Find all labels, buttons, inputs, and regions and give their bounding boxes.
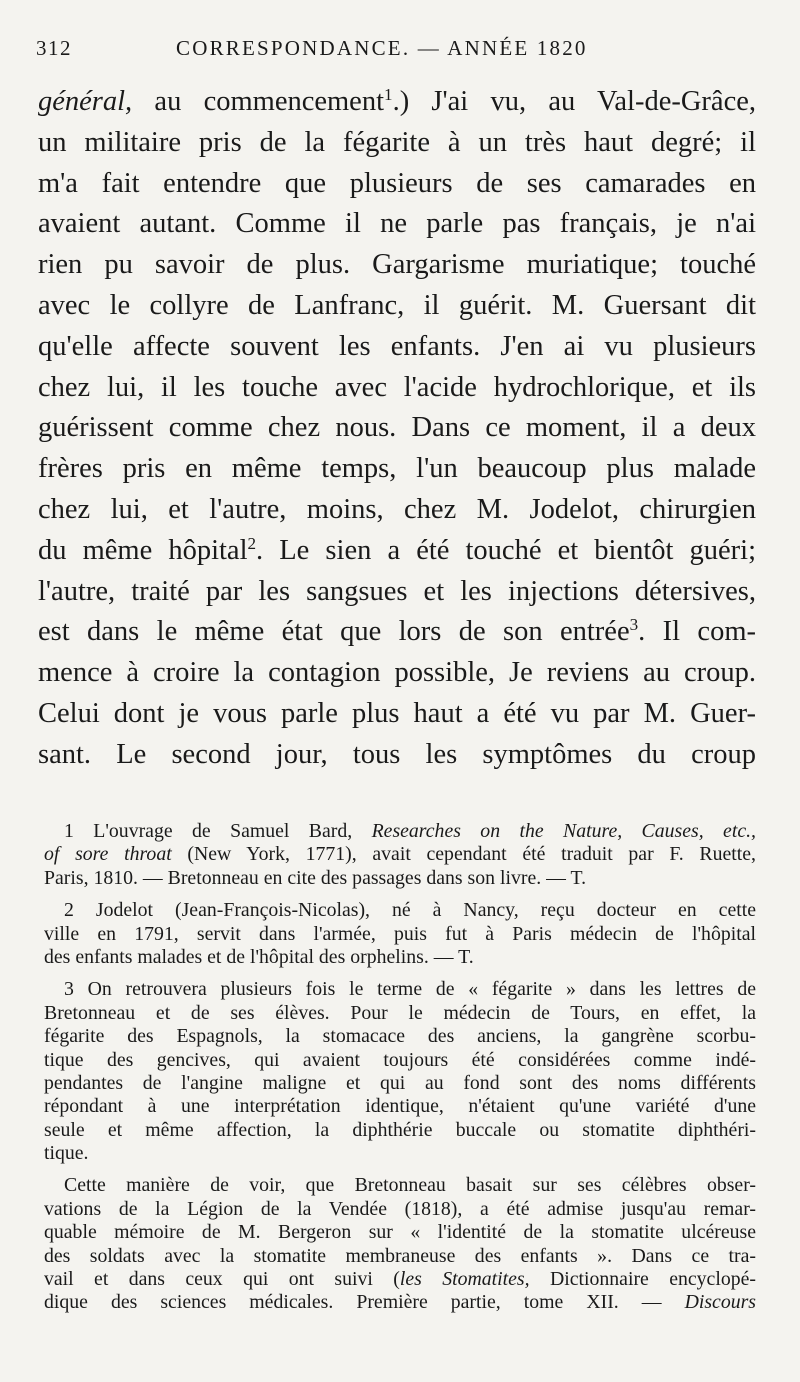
footnote-line: quable mémoire de M. Bergeron sur « l'identité de la stomatite ulcéreuse [44,1221,756,1244]
text-line: chez lui, et l'autre, moins, chez M. Jodelot, chirurgien [38,493,756,525]
footnote-line: tique. [44,1142,89,1165]
italic-word: général, [38,86,133,117]
page-number: 312 [36,36,72,60]
text-line: qu'elle affecte souvent les enfants. J'en ai vu plusieurs [38,330,756,362]
footnote-marker: 1 [64,820,74,842]
footnotes [44,820,756,1324]
text-line: guérissent comme chez nous. Dans ce moment, il a deux [38,412,756,444]
text-line: l'autre, traité par les sangsues et les injections détersives, [38,575,756,607]
footnote-line: Paris, 1810. — Bretonneau en cite des passages dans son livre. — T. [44,866,587,889]
text-line: un militaire pris de la fégarite à un très haut degré; il [38,126,756,158]
footnote-line: vations de la Légion de la Vendée (1818), a été admise jusqu'au remar- [44,1197,756,1220]
footnote-ref: 1 [384,84,393,104]
footnote-3-continued [44,1174,756,1314]
footnote-line: vail et dans ceux qui ont suivi (les Stomatites, Dictionnaire encyclopé- [44,1268,756,1291]
footnote-line: 2 Jodelot (Jean-François-Nicolas), né à Nancy, reçu docteur en cette [64,899,756,922]
footnote-1 [44,820,756,890]
footnote-line: des soldats avec la stomatite membraneuse des enfants ». Dans ce tra- [44,1244,756,1267]
footnote-line: pendantes de l'angine maligne et qui au fond sont des noms différents [44,1071,756,1094]
text-line: avec le collyre de Lanfranc, il guérit. M. Guersant dit [38,289,756,321]
text-line: m'a fait entendre que plusieurs de ses camarades en [38,167,756,199]
text-line: avaient autant. Comme il ne parle pas français, je n'ai [38,208,756,240]
text-line: frères pris en même temps, l'un beaucoup plus malade [38,453,756,485]
text-line: du même hôpital$^2$. Le sien a été touché et bientôt guéri; [38,533,756,566]
footnote-line: seule et même affection, la diphthérie buccale ou stomatite diphthéri- [44,1118,756,1141]
footnote-line: 1 L'ouvrage de Samuel Bard, Researches on the Nature, Causes, etc., [64,820,756,842]
footnote-line: fégarite des Espagnols, la stomacace des anciens, la gangrène scorbu- [44,1025,756,1048]
footnote-line: des enfants malades et de l'hôpital des orphelins. — T. [44,945,474,968]
footnote-line: tique des gencives, qui avaient toujours été considérées comme indé- [44,1048,756,1071]
footnote-line: ville en 1791, servit dans l'armée, puis fut à Paris médecin de l'hôpital [44,922,756,945]
text-line: sant. Le second jour, tous les symptômes du croup [38,738,756,770]
page-header [36,36,762,66]
footnote-marker: 3 [64,978,74,1001]
footnote-line: 3 On retrouvera plusieurs fois le terme de « fégarite » dans les lettres de [64,978,756,1001]
footnote-3 [44,978,756,1165]
footnote-line: Cette manière de voir, que Bretonneau basait sur ses célèbres obser- [64,1174,756,1197]
footnote-line: répondant à une interprétation identique, n'étaient qu'une variété d'une [44,1095,756,1118]
text-line: chez lui, il les touche avec l'acide hydrochlorique, et ils [38,371,756,403]
footnote-line: of sore throat (New York, 1771), avait cependant été traduit par F. Ruette, [44,843,756,866]
text-line: est dans le même état que lors de son entrée$^3$. Il com- [38,615,756,648]
running-head: CORRESPONDANCE. — ANNÉE 1820 [176,36,588,60]
footnote-line: dique des sciences médicales. Première partie, tome XII. — Discours [44,1291,756,1314]
footnote-line: Bretonneau et de ses élèves. Pour le médecin de Tours, en effet, la [44,1001,756,1024]
main-text [38,82,756,776]
text-line: général, au commencement$^1$.) J'ai vu, au Val-de-Grâce, [38,84,756,117]
footnote-ref: 3 [629,615,639,635]
text-line: rien pu savoir de plus. Gargarisme muriatique; touché [38,249,756,281]
footnote-marker: 2 [64,899,74,922]
footnote-ref: 2 [247,533,257,553]
text-line: Celui dont je vous parle plus haut a été vu par M. Guer- [38,697,756,729]
footnote-2 [44,899,756,969]
text-line: mence à croire la contagion possible, Je reviens au croup. [38,657,756,689]
